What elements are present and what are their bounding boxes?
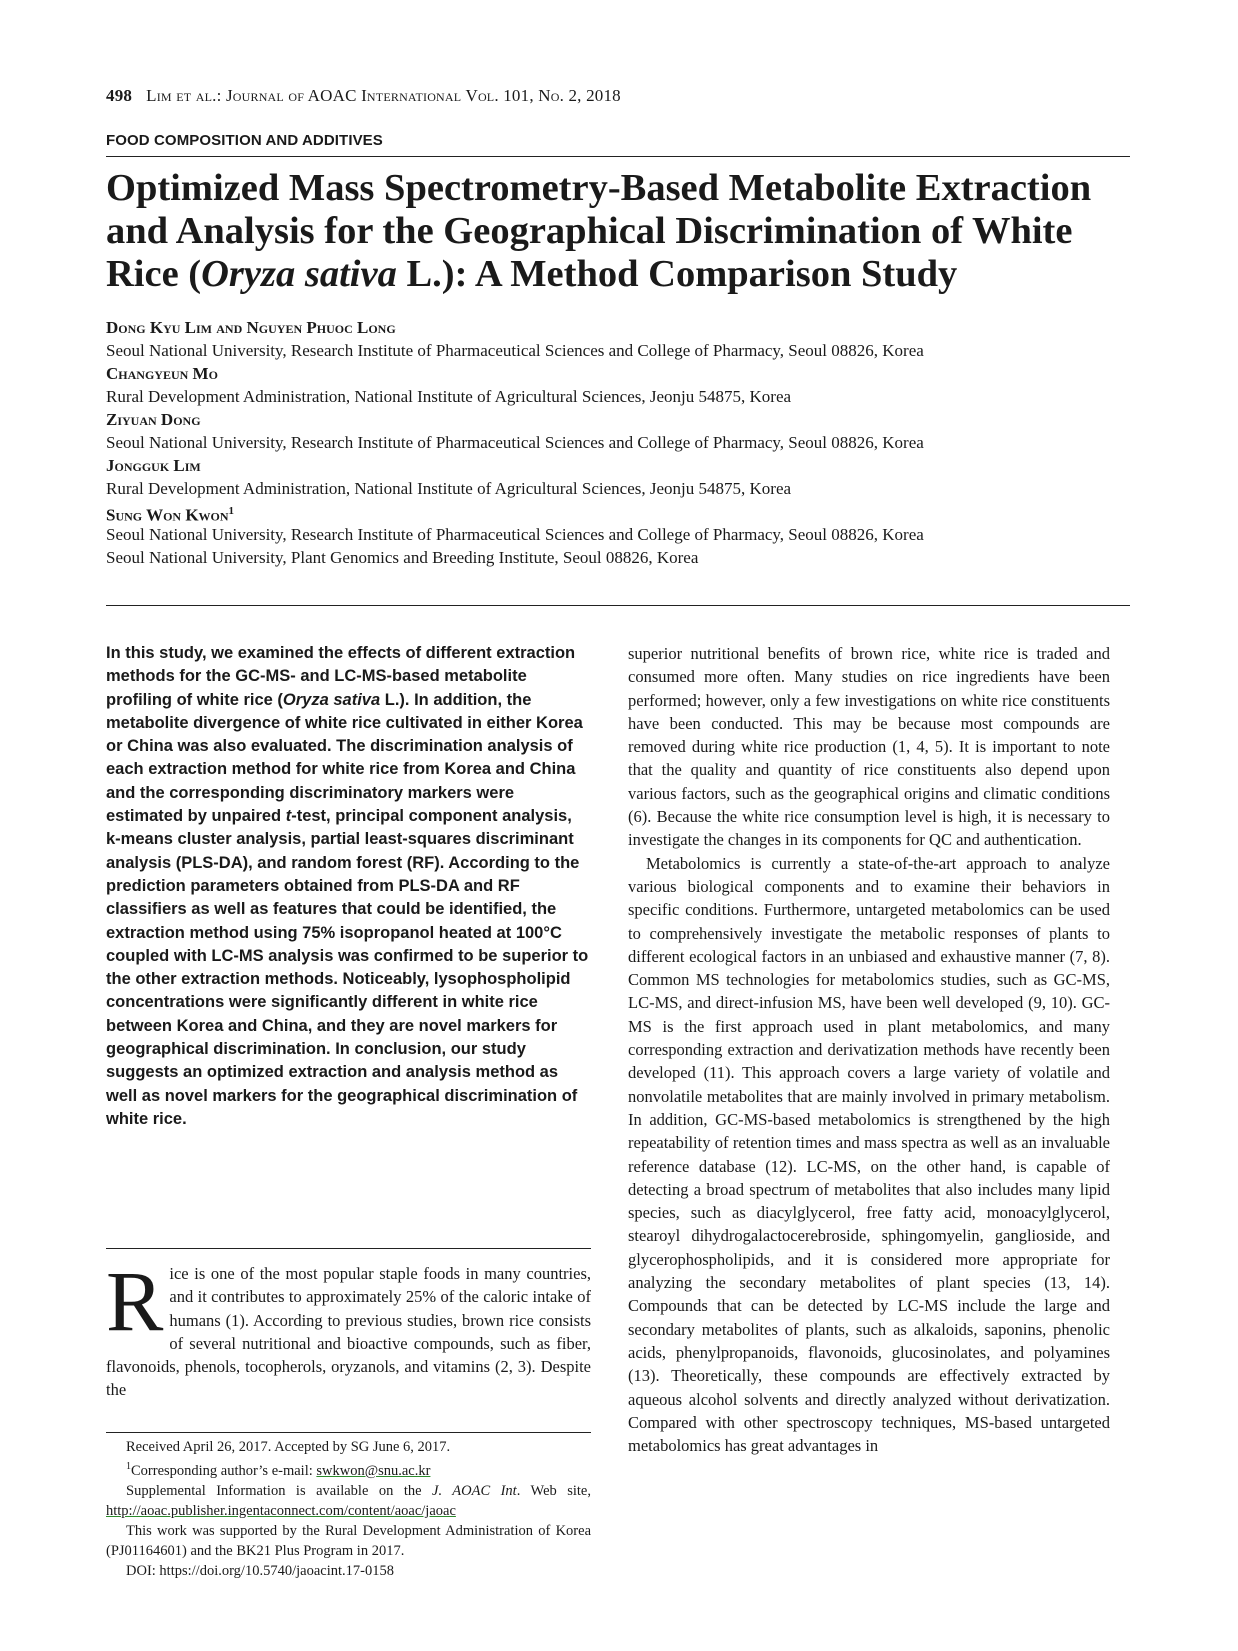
affiliation-4: Rural Development Administration, National Institute of Agricultural Sciences, Jeonju 54875, Korea xyxy=(106,479,792,498)
author-list xyxy=(106,316,1136,569)
author-group-4: Jongguk Lim xyxy=(106,456,201,475)
footnote-rule xyxy=(106,1432,591,1433)
running-title: Lim et al.: Journal of AOAC International Vol. 101, No. 2, 2018 xyxy=(146,86,621,105)
abstract-part-b: L.). In addition, the metabolite divergence of white rice cultivated in either Korea or China was also evaluated. The discrimination analysis of each extraction method for white rice from Korea and China and the corresponding discriminatory markers were estimated by unpaired xyxy=(106,690,583,826)
corresponding-email-link[interactable]: swkwon@snu.ac.kr xyxy=(316,1462,431,1479)
right-column-body xyxy=(628,642,1110,1457)
page-number: 498 xyxy=(106,86,133,105)
title-species: Oryza sativa xyxy=(201,253,397,295)
author-group-3: Ziyuan Dong xyxy=(106,410,201,429)
running-header xyxy=(106,86,621,106)
doi-note: DOI: https://doi.org/10.5740/jaoacint.17-0158 xyxy=(126,1562,394,1579)
supplemental-journal: J. AOAC Int xyxy=(432,1482,517,1499)
abstract-species: Oryza sativa xyxy=(282,690,381,709)
affiliation-1: Seoul National University, Research Institute of Pharmaceutical Sciences and College of Pharmacy, Seoul 08826, Korea xyxy=(106,341,924,360)
corresponding-marker: 1 xyxy=(228,505,235,517)
body-paragraph-1: superior nutritional benefits of brown rice, white rice is traded and consumed more often. Many studies on rice ingredients have been performed; however, only a few investigations on white rice constituents have been conducted. This may be because most compounds are removed during white rice production (1, 4, 5). It is important to note that the quality and quantity of rice constituents also depend upon various factors, such as the geographical origins and climatic conditions (6). Because the white rice consumption level is high, it is necessary to investigate the changes in its components for QC and authentication. xyxy=(628,644,1110,850)
header-rule xyxy=(106,156,1130,157)
author-group-2: Changyeun Mo xyxy=(106,364,218,383)
author-group-5 xyxy=(106,500,1136,523)
abstract-top-rule xyxy=(106,605,1130,606)
footnotes xyxy=(106,1437,591,1581)
received-note: Received April 26, 2017. Accepted by SG June 6, 2017. xyxy=(126,1439,451,1455)
article-title xyxy=(106,167,1136,296)
drop-cap: R xyxy=(106,1253,164,1349)
footnote-marker: 1 xyxy=(126,1461,131,1472)
abstract xyxy=(106,642,591,1131)
affiliation-2: Rural Development Administration, National Institute of Agricultural Sciences, Jeonju 54875, Korea xyxy=(106,387,792,406)
corresponding-note xyxy=(106,1457,591,1481)
abstract-part-c: -test, principal component analysis, k-means cluster analysis, partial least-squares discriminant analysis (PLS-DA), and random forest (RF). According to the prediction parameters obtained from PLS-DA and RF classifiers as well as features that could be identified, the extraction method using 75% isopropanol heated at 100°C coupled with LC-MS analysis was confirmed to be superior to the other extraction methods. Noticeably, lysophospholipid concentrations were significantly different in white rice between Korea and China, and they are novel markers for geographical discrimination. In conclusion, our study suggests an optimized extraction and analysis method as well as novel markers for the geographical discrimination of white rice. xyxy=(106,807,589,1128)
supplemental-note xyxy=(106,1481,591,1521)
affiliation-5a: Seoul National University, Research Institute of Pharmaceutical Sciences and College of Pharmacy, Seoul 08826, Korea xyxy=(106,525,924,544)
author-group-1: Dong Kyu Lim and Nguyen Phuoc Long xyxy=(106,318,396,337)
funding-note: This work was supported by the Rural Development Administration of Korea (PJ01164601) and the BK21 Plus Program in 2017. xyxy=(106,1522,591,1559)
title-part-1: Optimized Mass Spectrometry-Based Metabolite Extraction and Analysis for the Geographical Discrimination of White Rice ( xyxy=(106,167,1092,295)
section-label: FOOD COMPOSITION AND ADDITIVES xyxy=(106,132,383,149)
supplemental-pre: Supplemental Information is available on the xyxy=(126,1482,433,1499)
supplemental-url-link[interactable]: http://aoac.publisher.ingentaconnect.com/content/aoac/jaoac xyxy=(106,1502,456,1519)
title-part-2: L.): A Method Comparison Study xyxy=(396,253,958,295)
abstract-t: t xyxy=(285,807,292,826)
affiliation-3: Seoul National University, Research Institute of Pharmaceutical Sciences and College of Pharmacy, Seoul 08826, Korea xyxy=(106,433,924,452)
corresponding-label: Corresponding author’s e-mail: xyxy=(131,1462,317,1479)
intro-text: ice is one of the most popular staple foods in many countries, and it contributes to approximately 25% of the caloric intake of humans (1). According to previous studies, brown rice consists of several nutritional and bioactive compounds, such as fiber, flavonoids, phenols, tocopherols, oryzanols, and vitamins (2, 3). Despite the xyxy=(106,1264,591,1400)
body-paragraph-2: Metabolomics is currently a state-of-the-art approach to analyze various biological components and to examine their behaviors in specific conditions. Furthermore, untargeted metabolomics can be used to comprehensively investigate the metabolic responses of plants to different ecological factors in an unbiased and exhaustive manner (7, 8). Common MS technologies for metabolomics studies, such as GC-MS, LC-MS, and direct-infusion MS, have been well developed (9, 10). GC-MS is the first approach used in plant metabolomics, and many corresponding extraction and derivatization methods have recently been developed (11). This approach covers a large variety of volatile and nonvolatile metabolites that are mainly involved in primary metabolism. In addition, GC-MS-based metabolomics is strengthened by the high repeatability of retention times and mass spectra as well as an invaluable reference database (12). LC-MS, on the other hand, is capable of detecting a broad spectrum of metabolites that also includes many lipid species, such as diacylglycerol, free fatty acid, monoacylglycerol, stearoyl dihydrogalactocerebroside, sphingomyelin, ganglioside, and glycerophospholipids, and it is considered more appropriate for analyzing the secondary metabolites of plant species (13, 14). Compounds that can be detected by LC-MS include the large and secondary metabolites of plants, such as alkaloids, saponins, phenolic acids, phenylpropanoids, flavonoids, glucosinolates, and polyamines (13). Theoretically, these compounds are effectively extracted by aqueous alcohol solvents and directly analyzed without derivatization. Compared with other spectroscopy techniques, MS-based untargeted metabolomics has great advantages in xyxy=(628,853,1110,1456)
abstract-bottom-rule xyxy=(106,1248,591,1249)
affiliation-5b: Seoul National University, Plant Genomics and Breeding Institute, Seoul 08826, Korea xyxy=(106,548,699,567)
supplemental-mid: . Web site, xyxy=(516,1482,591,1499)
abstract-part-a: In this study, we examined the effects of different extraction methods for the GC-MS- and LC-MS-based metabolite profiling of white rice ( xyxy=(106,644,576,709)
corresponding-author-name: Sung Won Kwon xyxy=(106,505,229,525)
introduction-paragraph xyxy=(106,1253,591,1402)
